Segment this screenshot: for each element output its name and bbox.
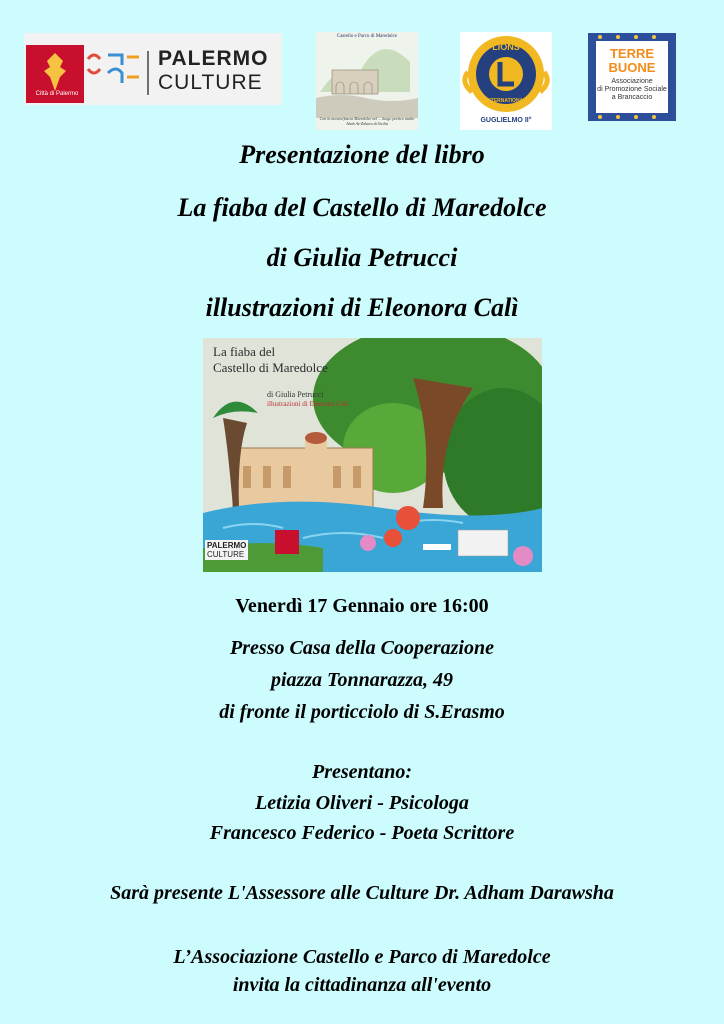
lions-club-logo — [460, 32, 552, 130]
book-cover-image — [203, 338, 542, 572]
buone-text: BUONE — [608, 60, 656, 75]
castello-caption: Castello e Parco di Maredolce — [336, 34, 398, 39]
castello-tagline-4: Ahab Az-Zahara di Sicilia — [346, 121, 388, 126]
tb-sub-1: Associazione — [611, 78, 653, 85]
cover-title-line-1: La fiaba del — [213, 344, 276, 359]
lions-club-name: GUGLIELMO II° — [480, 117, 532, 124]
tb-sub-3: a Brancaccio — [611, 94, 653, 101]
citta-di-palermo-label: Città di Palermo — [35, 91, 79, 97]
cover-title — [213, 344, 328, 376]
cover-palermo-badge — [205, 540, 248, 560]
presenter-2: Francesco Federico - Poeta Scrittore — [209, 822, 515, 844]
lions-emblem-icon — [460, 32, 552, 130]
venue-line-1: Presso Casa della Cooperazione — [230, 637, 494, 659]
castello-tagline — [318, 116, 416, 126]
tb-sub-2: di Promozione Sociale — [597, 86, 667, 93]
castello-maredolce-logo — [316, 32, 418, 130]
event-date: Venerdì 17 Gennaio ore 16:00 — [235, 595, 489, 617]
guest-announcement: Sarà presente L'Assessore alle Culture Dr. Adham Darawsha — [110, 882, 614, 904]
castello-tagline-1: Con la mostra/fascia Maredolce — [319, 116, 372, 121]
cover-badge-line-1: PALERMO — [207, 541, 247, 550]
culture-brand-text: CULTURE — [158, 71, 263, 94]
title-line-2: La fiaba del Castello di Maredolce — [177, 193, 547, 222]
venue-line-2: piazza Tonnarazza, 49 — [270, 669, 454, 691]
terre-buone-name — [588, 47, 676, 75]
terre-text: TERRE — [609, 46, 655, 61]
terre-buone-logo — [588, 33, 676, 121]
lions-bottom-text: INTERNATIONAL — [485, 98, 527, 104]
terre-buone-subtitle — [588, 78, 676, 102]
title-line-3: di Giulia Petrucci — [266, 243, 458, 272]
invite-line-1: L’Associazione Castello e Parco di Maredolce — [173, 946, 551, 968]
title-line-1: Presentazione del libro — [239, 140, 485, 169]
cover-illustrator: illustrazioni di Eleonora Calì — [267, 400, 349, 408]
invite-line-2: invita la cittadinanza all'evento — [232, 974, 492, 996]
presenter-1: Letizia Oliveri - Psicologa — [255, 792, 469, 814]
cover-badge-line-2: CULTURE — [207, 550, 245, 559]
cover-author: di Giulia Petrucci — [267, 390, 324, 399]
palermo-brand-text: PALERMO — [158, 47, 269, 70]
venue-line-3: di fronte il porticciolo di S.Erasmo — [219, 701, 505, 723]
title-line-4: illustrazioni di Eleonora Calì — [205, 293, 519, 322]
lions-top-text: LIONS — [492, 42, 520, 52]
castello-tagline-3: portico arabo — [392, 116, 415, 121]
cover-title-line-2: Castello di Maredolce — [213, 360, 328, 375]
castello-tagline-2: nel ... luogo — [372, 116, 392, 121]
presenters-heading: Presentano: — [312, 761, 412, 783]
palermo-cultura-logo — [24, 33, 282, 105]
